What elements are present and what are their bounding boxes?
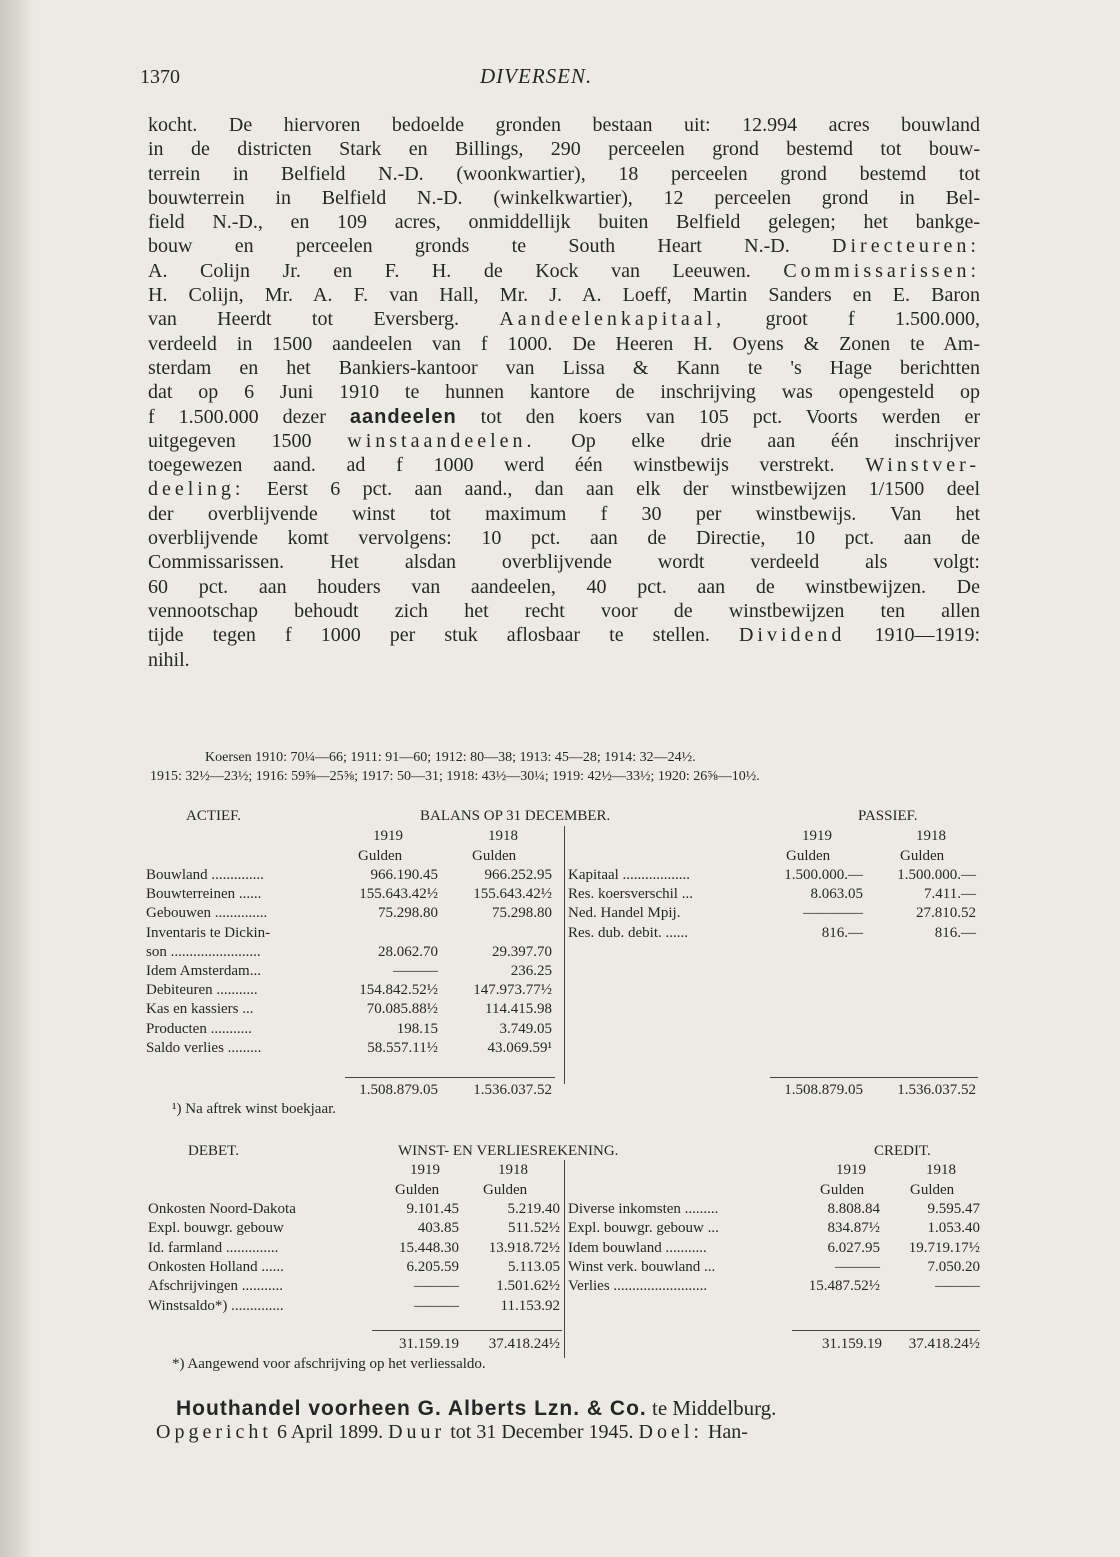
actief-row-value-1918: 155.643.42½ bbox=[473, 886, 552, 903]
debet-row-value-1918: 5.219.40 bbox=[507, 1201, 560, 1217]
balance-total-right-1: 1.508.879.05 bbox=[784, 1082, 863, 1098]
pl-year-1-right: 1919 bbox=[836, 1162, 866, 1178]
credit-row-value-1919: 6.027.95 bbox=[827, 1239, 880, 1256]
credit-row-value-1919: 8.808.84 bbox=[827, 1201, 880, 1217]
body-text-segment: A. Colijn Jr. en F. H. de Kock van Leeuwen. bbox=[148, 259, 784, 282]
passief-row-value-1918: 816.— bbox=[934, 924, 976, 941]
balance-unit-1: Gulden bbox=[358, 848, 403, 864]
debet-row-value-1919: 403.85 bbox=[417, 1220, 459, 1237]
debet-row-label: Id. farmland .............. bbox=[148, 1239, 279, 1256]
pl-total-right-2: 37.418.24½ bbox=[908, 1336, 980, 1352]
debet-row-label: Onkosten Holland ...... bbox=[148, 1258, 284, 1275]
debet-row-value-1918: 5.113.05 bbox=[508, 1258, 560, 1275]
body-text-segment: nihil. bbox=[148, 648, 190, 671]
body-text-segment: dat op 6 Juni 1910 te hunnen kantore de inschrijving was opengesteld op bbox=[148, 381, 980, 404]
pl-footnote: *) Aangewend voor afschrijving op het verliessaldo. bbox=[172, 1356, 486, 1372]
pl-divider bbox=[564, 1160, 565, 1358]
credit-row-label: Winst verk. bouwland ... bbox=[568, 1258, 716, 1275]
company-text: Han- bbox=[702, 1421, 748, 1443]
credit-row-value-1919: 834.87½ bbox=[827, 1220, 880, 1237]
credit-row-label: Verlies ......................... bbox=[568, 1278, 708, 1295]
passief-row-value-1919: 8.063.05 bbox=[810, 886, 863, 903]
actief-row-value-1918: 75.298.80 bbox=[492, 905, 552, 922]
actief-row-value-1918: 147.973.77½ bbox=[473, 982, 552, 999]
company-text: 6 April 1899. bbox=[271, 1421, 389, 1443]
spaced-term: Opgericht bbox=[156, 1421, 272, 1443]
debet-row-value-1918: 13.918.72½ bbox=[488, 1239, 560, 1256]
actief-row-label: son ........................ bbox=[146, 943, 261, 960]
actief-row-label: Kas en kassiers ... bbox=[146, 1001, 254, 1018]
body-text-segment: bouw en perceelen gronds te South Heart N.-D. bbox=[148, 235, 833, 258]
pl-total-left-2: 37.418.24½ bbox=[488, 1336, 560, 1352]
body-text-segment: uitgegeven 1500 bbox=[148, 429, 348, 452]
spaced-term: Aandeelenkapitaal, bbox=[499, 308, 726, 331]
spaced-term: deeling: bbox=[148, 478, 245, 501]
credit-row-value-1918: 19.719.17½ bbox=[908, 1239, 980, 1256]
debet-row-label: Expl. bouwgr. gebouw bbox=[148, 1220, 284, 1237]
balance-year-2-right: 1918 bbox=[916, 828, 946, 844]
actief-row-value-1919: 28.062.70 bbox=[378, 943, 438, 960]
credit-row-value-1919: 15.487.52½ bbox=[808, 1278, 880, 1295]
debet-row-label: Afschrijvingen ........... bbox=[148, 1278, 283, 1295]
actief-row-label: Debiteuren ........... bbox=[146, 982, 258, 999]
body-text-segment: Op elke drie aan één inschrijver bbox=[535, 429, 980, 452]
actief-row-label: Gebouwen .............. bbox=[146, 905, 268, 922]
passief-row-label: Res. dub. debit. ...... bbox=[568, 924, 688, 941]
credit-row-label: Expl. bouwgr. gebouw ... bbox=[568, 1220, 719, 1237]
passief-row-value-1919: 1.500.000.— bbox=[784, 867, 863, 883]
passief-row-label: Res. koersverschil ... bbox=[568, 886, 693, 903]
balance-total-left-2: 1.536.037.52 bbox=[473, 1082, 552, 1098]
body-text-segment: terrein in Belfield N.-D. (woonkwartier), 18 perceelen grond bestemd tot bbox=[148, 162, 980, 185]
actief-row-value-1919: 154.842.52½ bbox=[359, 982, 438, 999]
body-text-segment: field N.-D., en 109 acres, onmiddellijk buiten Belfield gelegen; het bankge- bbox=[148, 211, 980, 234]
actief-row-value-1919: 155.643.42½ bbox=[359, 886, 438, 903]
balance-unit-1-right: Gulden bbox=[786, 848, 831, 864]
page-number: 1370 bbox=[140, 66, 180, 88]
actief-row-value-1919: 75.298.80 bbox=[378, 905, 438, 922]
actief-row-value-1919: ——— bbox=[393, 963, 438, 979]
balance-unit-2-right: Gulden bbox=[900, 848, 945, 864]
balance-total-left-1: 1.508.879.05 bbox=[359, 1082, 438, 1098]
passief-row-value-1918: 1.500.000.— bbox=[897, 867, 976, 883]
actief-row-label: Idem Amsterdam... bbox=[146, 963, 261, 979]
debet-row-value-1918: 1.501.62½ bbox=[496, 1278, 560, 1295]
body-text-segment: groot f 1.500.000, bbox=[725, 308, 980, 331]
body-text-segment: der overblijvende winst tot maximum f 30 per winstbewijs. Van het bbox=[148, 502, 980, 525]
spaced-term: Dividend bbox=[738, 624, 846, 647]
body-text-segment: 60 pct. aan houders van aandeelen, 40 pct. aan de winstbewijzen. De bbox=[148, 575, 980, 598]
passief-row-value-1919: ———— bbox=[803, 905, 863, 922]
body-text-segment: vennootschap behoudt zich het recht voor de winstbewijzen ten allen bbox=[148, 599, 980, 622]
actief-row-value-1918: 114.415.98 bbox=[485, 1001, 552, 1018]
actief-row-value-1918: 3.749.05 bbox=[499, 1020, 552, 1037]
koersen-line-2: 1915: 32½—23½; 1916: 59⅝—25⅝; 1917: 50—31; 1918: 43½—30¼; 1919: 42½—33½; 1920: 26⅝—10½. bbox=[150, 769, 760, 784]
company-heading bbox=[176, 1396, 776, 1421]
pl-title: WINST- EN VERLIESREKENING. bbox=[398, 1143, 619, 1159]
body-text-segment: overblijvende komt vervolgens: 10 pct. aan de Directie, 10 pct. aan de bbox=[148, 527, 980, 550]
pl-total-rule-right bbox=[792, 1330, 980, 1331]
balance-total-right-2: 1.536.037.52 bbox=[897, 1082, 976, 1098]
body-text-segment: tot den koers van 105 pct. Voorts werden er bbox=[456, 405, 980, 428]
pl-left-head: DEBET. bbox=[188, 1143, 239, 1159]
body-text-segment: van Heerdt tot Eversberg. bbox=[148, 308, 500, 331]
body-text-segment: tijde tegen f 1000 per stuk aflosbaar te stellen. bbox=[148, 624, 739, 647]
actief-row-value-1918: 43.069.59¹ bbox=[487, 1039, 552, 1056]
body-text-segment: Eerst 6 pct. aan aand., dan aan elk der winstbewijzen 1/1500 deel bbox=[244, 478, 980, 501]
section-title: DIVERSEN. bbox=[480, 64, 593, 88]
company-name: Houthandel voorheen G. Alberts Lzn. & Co. bbox=[176, 1397, 647, 1420]
debet-row-label: Winstsaldo*) .............. bbox=[148, 1297, 284, 1314]
debet-row-value-1919: ——— bbox=[414, 1297, 459, 1314]
credit-row-value-1918: 9.595.47 bbox=[927, 1201, 980, 1217]
company-text: tot 31 December 1945. bbox=[445, 1421, 639, 1443]
body-text-segment: kocht. De hiervoren bedoelde gronden bestaan uit: 12.994 acres bouwland bbox=[148, 114, 980, 136]
spaced-term: Doel: bbox=[638, 1421, 703, 1443]
actief-row-value-1919: 70.085.88½ bbox=[366, 1001, 438, 1018]
body-text-segment: toegewezen aand. ad f 1000 werd één winstbewijs verstrekt. bbox=[148, 454, 866, 477]
pl-total-rule-left bbox=[372, 1330, 562, 1331]
spaced-term: Commissarissen: bbox=[783, 259, 980, 282]
credit-row-value-1918: ——— bbox=[935, 1278, 980, 1295]
body-text-segment: verdeeld in 1500 aandeelen van f 1000. De Heeren H. Oyens & Zonen te Am- bbox=[148, 332, 980, 355]
passief-row-label: Kapitaal .................. bbox=[568, 867, 691, 883]
spaced-term: Winstver- bbox=[865, 454, 980, 477]
pl-year-1: 1919 bbox=[410, 1162, 440, 1178]
company-founded-line bbox=[156, 1421, 748, 1444]
debet-row-value-1918: 11.153.92 bbox=[500, 1297, 560, 1314]
pl-unit-1: Gulden bbox=[395, 1182, 440, 1198]
body-text-segment: Commissarissen. Het alsdan overblijvende wordt verdeeld als volgt: bbox=[148, 551, 980, 574]
actief-row-value-1918: 29.397.70 bbox=[492, 943, 552, 960]
debet-row-value-1919: 6.205.59 bbox=[406, 1258, 459, 1275]
passief-row-value-1918: 7.411.— bbox=[924, 886, 976, 903]
body-text-segment: sterdam en het Bankiers-kantoor van Lissa & Kann te 's Hage berichtten bbox=[148, 356, 980, 379]
spaced-term: Directeuren: bbox=[832, 235, 980, 258]
debet-row-value-1918: 511.52½ bbox=[508, 1220, 560, 1237]
credit-row-value-1918: 7.050.20 bbox=[927, 1258, 980, 1275]
actief-row-label: Inventaris te Dickin- bbox=[146, 924, 271, 941]
passief-row-value-1918: 27.810.52 bbox=[916, 905, 976, 922]
actief-row-value-1918: 966.252.95 bbox=[484, 867, 552, 883]
body-text-segment: 1910—1919: bbox=[845, 624, 980, 647]
balance-footnote: ¹) Na aftrek winst boekjaar. bbox=[172, 1101, 337, 1117]
spaced-term: Duur bbox=[388, 1421, 446, 1443]
balance-left-head: ACTIEF. bbox=[186, 808, 242, 824]
balance-year-2: 1918 bbox=[488, 828, 518, 844]
pl-total-right-1: 31.159.19 bbox=[822, 1336, 882, 1352]
body-text-segment: in de districten Stark en Billings, 290 perceelen grond bestemd tot bouw- bbox=[148, 138, 980, 161]
actief-row-label: Producten ........... bbox=[146, 1020, 252, 1037]
company-place: te Middelburg. bbox=[652, 1396, 777, 1420]
pl-total-left-1: 31.159.19 bbox=[399, 1336, 459, 1352]
spaced-term: winstaandeelen. bbox=[347, 429, 536, 452]
pl-right-head: CREDIT. bbox=[874, 1143, 931, 1159]
body-text-segment: H. Colijn, Mr. A. F. van Hall, Mr. J. A. Loeff, Martin Sanders en E. Baron bbox=[148, 284, 980, 307]
debet-row-value-1919: 9.101.45 bbox=[406, 1201, 459, 1217]
balance-year-1: 1919 bbox=[373, 828, 403, 844]
body-text-segment: f 1.500.000 dezer bbox=[148, 405, 350, 428]
actief-row-value-1919: 58.557.11½ bbox=[367, 1039, 438, 1056]
actief-row-value-1918: 236.25 bbox=[510, 963, 552, 979]
body-text-segment: bouwterrein in Belfield N.-D. (winkelkwartier), 12 perceelen grond in Bel- bbox=[148, 186, 980, 209]
balance-title: BALANS OP 31 DECEMBER. bbox=[420, 808, 611, 824]
bold-term: aandeelen bbox=[349, 405, 457, 428]
actief-row-label: Bouwterreinen ...... bbox=[146, 886, 262, 903]
credit-row-label: Idem bouwland ........... bbox=[568, 1239, 707, 1256]
actief-row-value-1919: 966.190.45 bbox=[370, 867, 438, 883]
debet-row-label: Onkosten Noord-Dakota bbox=[148, 1201, 296, 1217]
debet-row-value-1919: ——— bbox=[414, 1278, 459, 1295]
debet-row-value-1919: 15.448.30 bbox=[399, 1239, 459, 1256]
balance-right-head: PASSIEF. bbox=[858, 808, 918, 824]
credit-row-value-1918: 1.053.40 bbox=[927, 1220, 980, 1237]
credit-row-label: Diverse inkomsten ......... bbox=[568, 1201, 719, 1217]
passief-row-label: Ned. Handel Mpij. bbox=[568, 905, 681, 922]
actief-row-label: Saldo verlies ......... bbox=[146, 1039, 262, 1056]
pl-year-2: 1918 bbox=[498, 1162, 528, 1178]
pl-year-2-right: 1918 bbox=[926, 1162, 956, 1178]
actief-row-label: Bouwland .............. bbox=[146, 867, 264, 883]
balance-unit-2: Gulden bbox=[472, 848, 517, 864]
pl-unit-2-right: Gulden bbox=[910, 1182, 955, 1198]
passief-row-value-1919: 816.— bbox=[821, 924, 863, 941]
pl-unit-1-right: Gulden bbox=[820, 1182, 865, 1198]
balance-year-1-right: 1919 bbox=[802, 828, 832, 844]
pl-unit-2: Gulden bbox=[483, 1182, 528, 1198]
actief-row-value-1919: 198.15 bbox=[396, 1020, 438, 1037]
credit-row-value-1919: ——— bbox=[835, 1258, 880, 1275]
koersen-line-1: Koersen 1910: 70¼—66; 1911: 91—60; 1912: 80—38; 1913: 45—28; 1914: 32—24½. bbox=[205, 750, 696, 765]
